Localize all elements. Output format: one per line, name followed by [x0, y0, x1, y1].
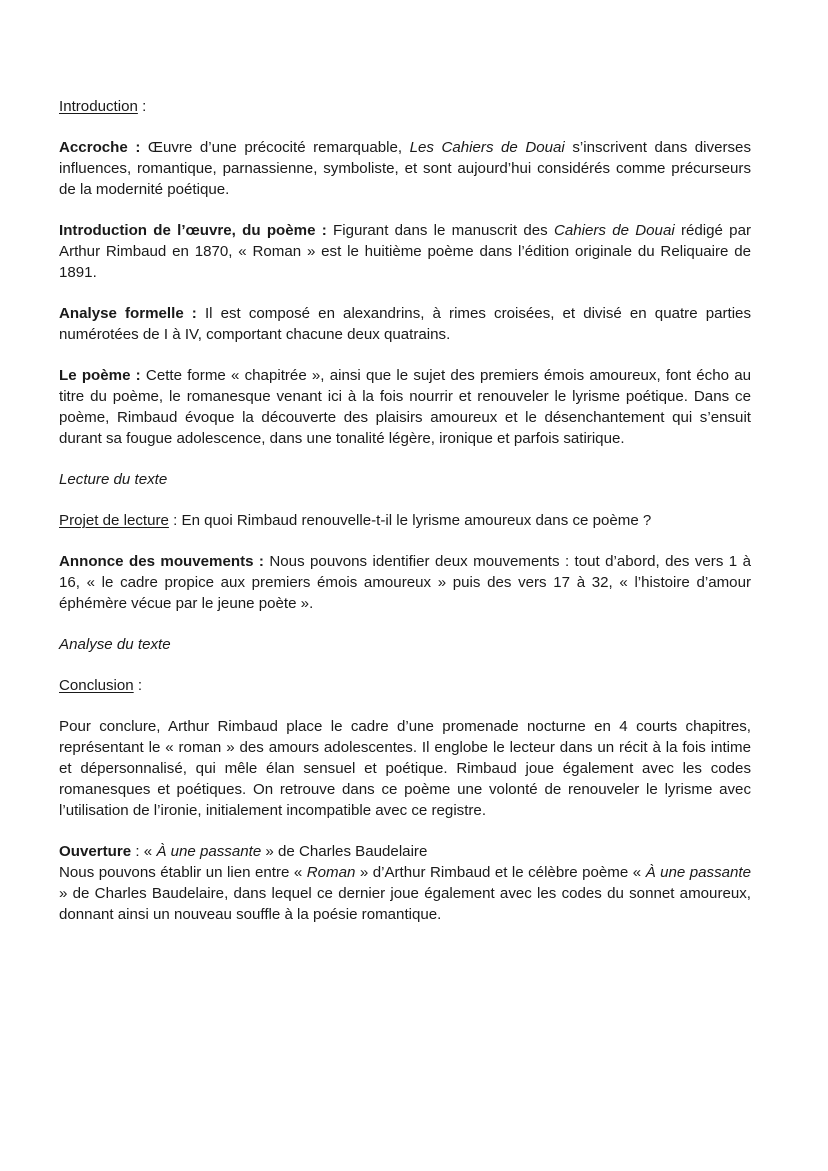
paragraph-introduction-oeuvre [59, 220, 751, 283]
paragraph-projet-de-lecture [59, 510, 751, 531]
le-poeme-text: Cette forme « chapitrée », ainsi que le sujet des premiers émois amoureux, font écho au titre du poème, le romanesque venant ici à la fois nourrir et renouveler le lyrisme poétique. Dans ce poème, Rimbaud évoque la découverte des plaisirs amoureux et le désenchantement qui s’ensuit durant sa fougue adolescence, dans une tonalité légère, ironique et parfois satirique. [59, 367, 751, 447]
paragraph-le-poeme [59, 365, 751, 449]
introduction-heading-label: Introduction [59, 98, 138, 115]
ouverture-body-part2: » d’Arthur Rimbaud et le célèbre poème « [355, 864, 646, 881]
paragraph-analyse-formelle [59, 303, 751, 345]
introduction-oeuvre-text-before: Figurant dans le manuscrit des [326, 222, 554, 239]
accroche-text-before: Œuvre d’une précocité remarquable, [140, 139, 410, 156]
annonce-des-mouvements-label: Annonce des mouvements : [59, 553, 264, 570]
introduction-heading-colon: : [137, 98, 147, 115]
ouverture-body-part3: » de Charles Baudelaire, dans lequel ce dernier joue également avec les codes du sonnet amoureux, donnant ainsi un nouveau souffle à la poésie romantique. [59, 885, 751, 923]
paragraph-ouverture-body [59, 862, 751, 925]
paragraph-annonce-des-mouvements [59, 551, 751, 614]
conclusion-heading-colon: : [133, 677, 143, 694]
ouverture-italic-title: À une passante [156, 843, 262, 860]
ouverture-text-end: » de Charles Baudelaire [261, 843, 428, 860]
projet-de-lecture-text: : En quoi Rimbaud renouvelle-t-il le lyrisme amoureux dans ce poème ? [168, 512, 652, 529]
document-text-body [59, 96, 751, 925]
accroche-italic-title: Les Cahiers de Douai [409, 139, 565, 156]
paragraph-ouverture-heading [59, 841, 751, 862]
analyse-formelle-text: Il est composé en alexandrins, à rimes croisées, et divisé en quatre parties numérotées de I à IV, comportant chacune deux quatrains. [59, 305, 751, 343]
annonce-des-mouvements-text: Nous pouvons identifier deux mouvements : tout d’abord, des vers 1 à 16, « le cadre propice aux premiers émois amoureux » puis des vers 17 à 32, « l’histoire d’amour éphémère vécue par le jeune poète ». [59, 553, 751, 612]
introduction-oeuvre-italic-title: Cahiers de Douai [553, 222, 675, 239]
accroche-text-after: s’inscrivent dans diverses influences, romantique, parnassienne, symboliste, et sont aujourd’hui considérés comme précurseurs de la modernité poétique. [59, 139, 751, 198]
section-heading-introduction [59, 96, 751, 117]
section-heading-analyse-du-texte: Analyse du texte [59, 636, 171, 653]
ouverture-label: Ouverture [59, 843, 132, 860]
introduction-oeuvre-label: Introduction de l’œuvre, du poème : [59, 222, 327, 239]
ouverture-text-after-label: : « [131, 843, 157, 860]
paragraph-conclusion-body: Pour conclure, Arthur Rimbaud place le cadre d’une promenade nocturne en 4 courts chapitres, représentant le « roman » des amours adolescentes. Il englobe le lecteur dans un récit à la fois intime et dépersonnalisé, qui mêle élan sensuel et poétique. Rimbaud joue également avec les codes romanesques et poétiques. On retrouve dans ce poème une volonté de renouveler le lyrisme avec l’utilisation de l’ironie, initialement incompatible avec ce registre. [59, 718, 751, 819]
conclusion-heading-label: Conclusion [59, 677, 134, 694]
le-poeme-label: Le poème : [59, 367, 141, 384]
section-heading-conclusion [59, 675, 751, 696]
section-heading-lecture-du-texte: Lecture du texte [59, 471, 168, 488]
ouverture-body-italic-passante: À une passante [645, 864, 751, 881]
paragraph-accroche [59, 137, 751, 200]
ouverture-body-italic-roman: Roman [306, 864, 356, 881]
introduction-oeuvre-text-after: rédigé par Arthur Rimbaud en 1870, « Roman » est le huitième poème dans l’édition originale du Reliquaire de 1891. [59, 222, 751, 281]
projet-de-lecture-label: Projet de lecture [59, 512, 169, 529]
accroche-label: Accroche : [59, 139, 141, 156]
ouverture-body-part1: Nous pouvons établir un lien entre « [59, 864, 307, 881]
analyse-formelle-label: Analyse formelle : [59, 305, 197, 322]
